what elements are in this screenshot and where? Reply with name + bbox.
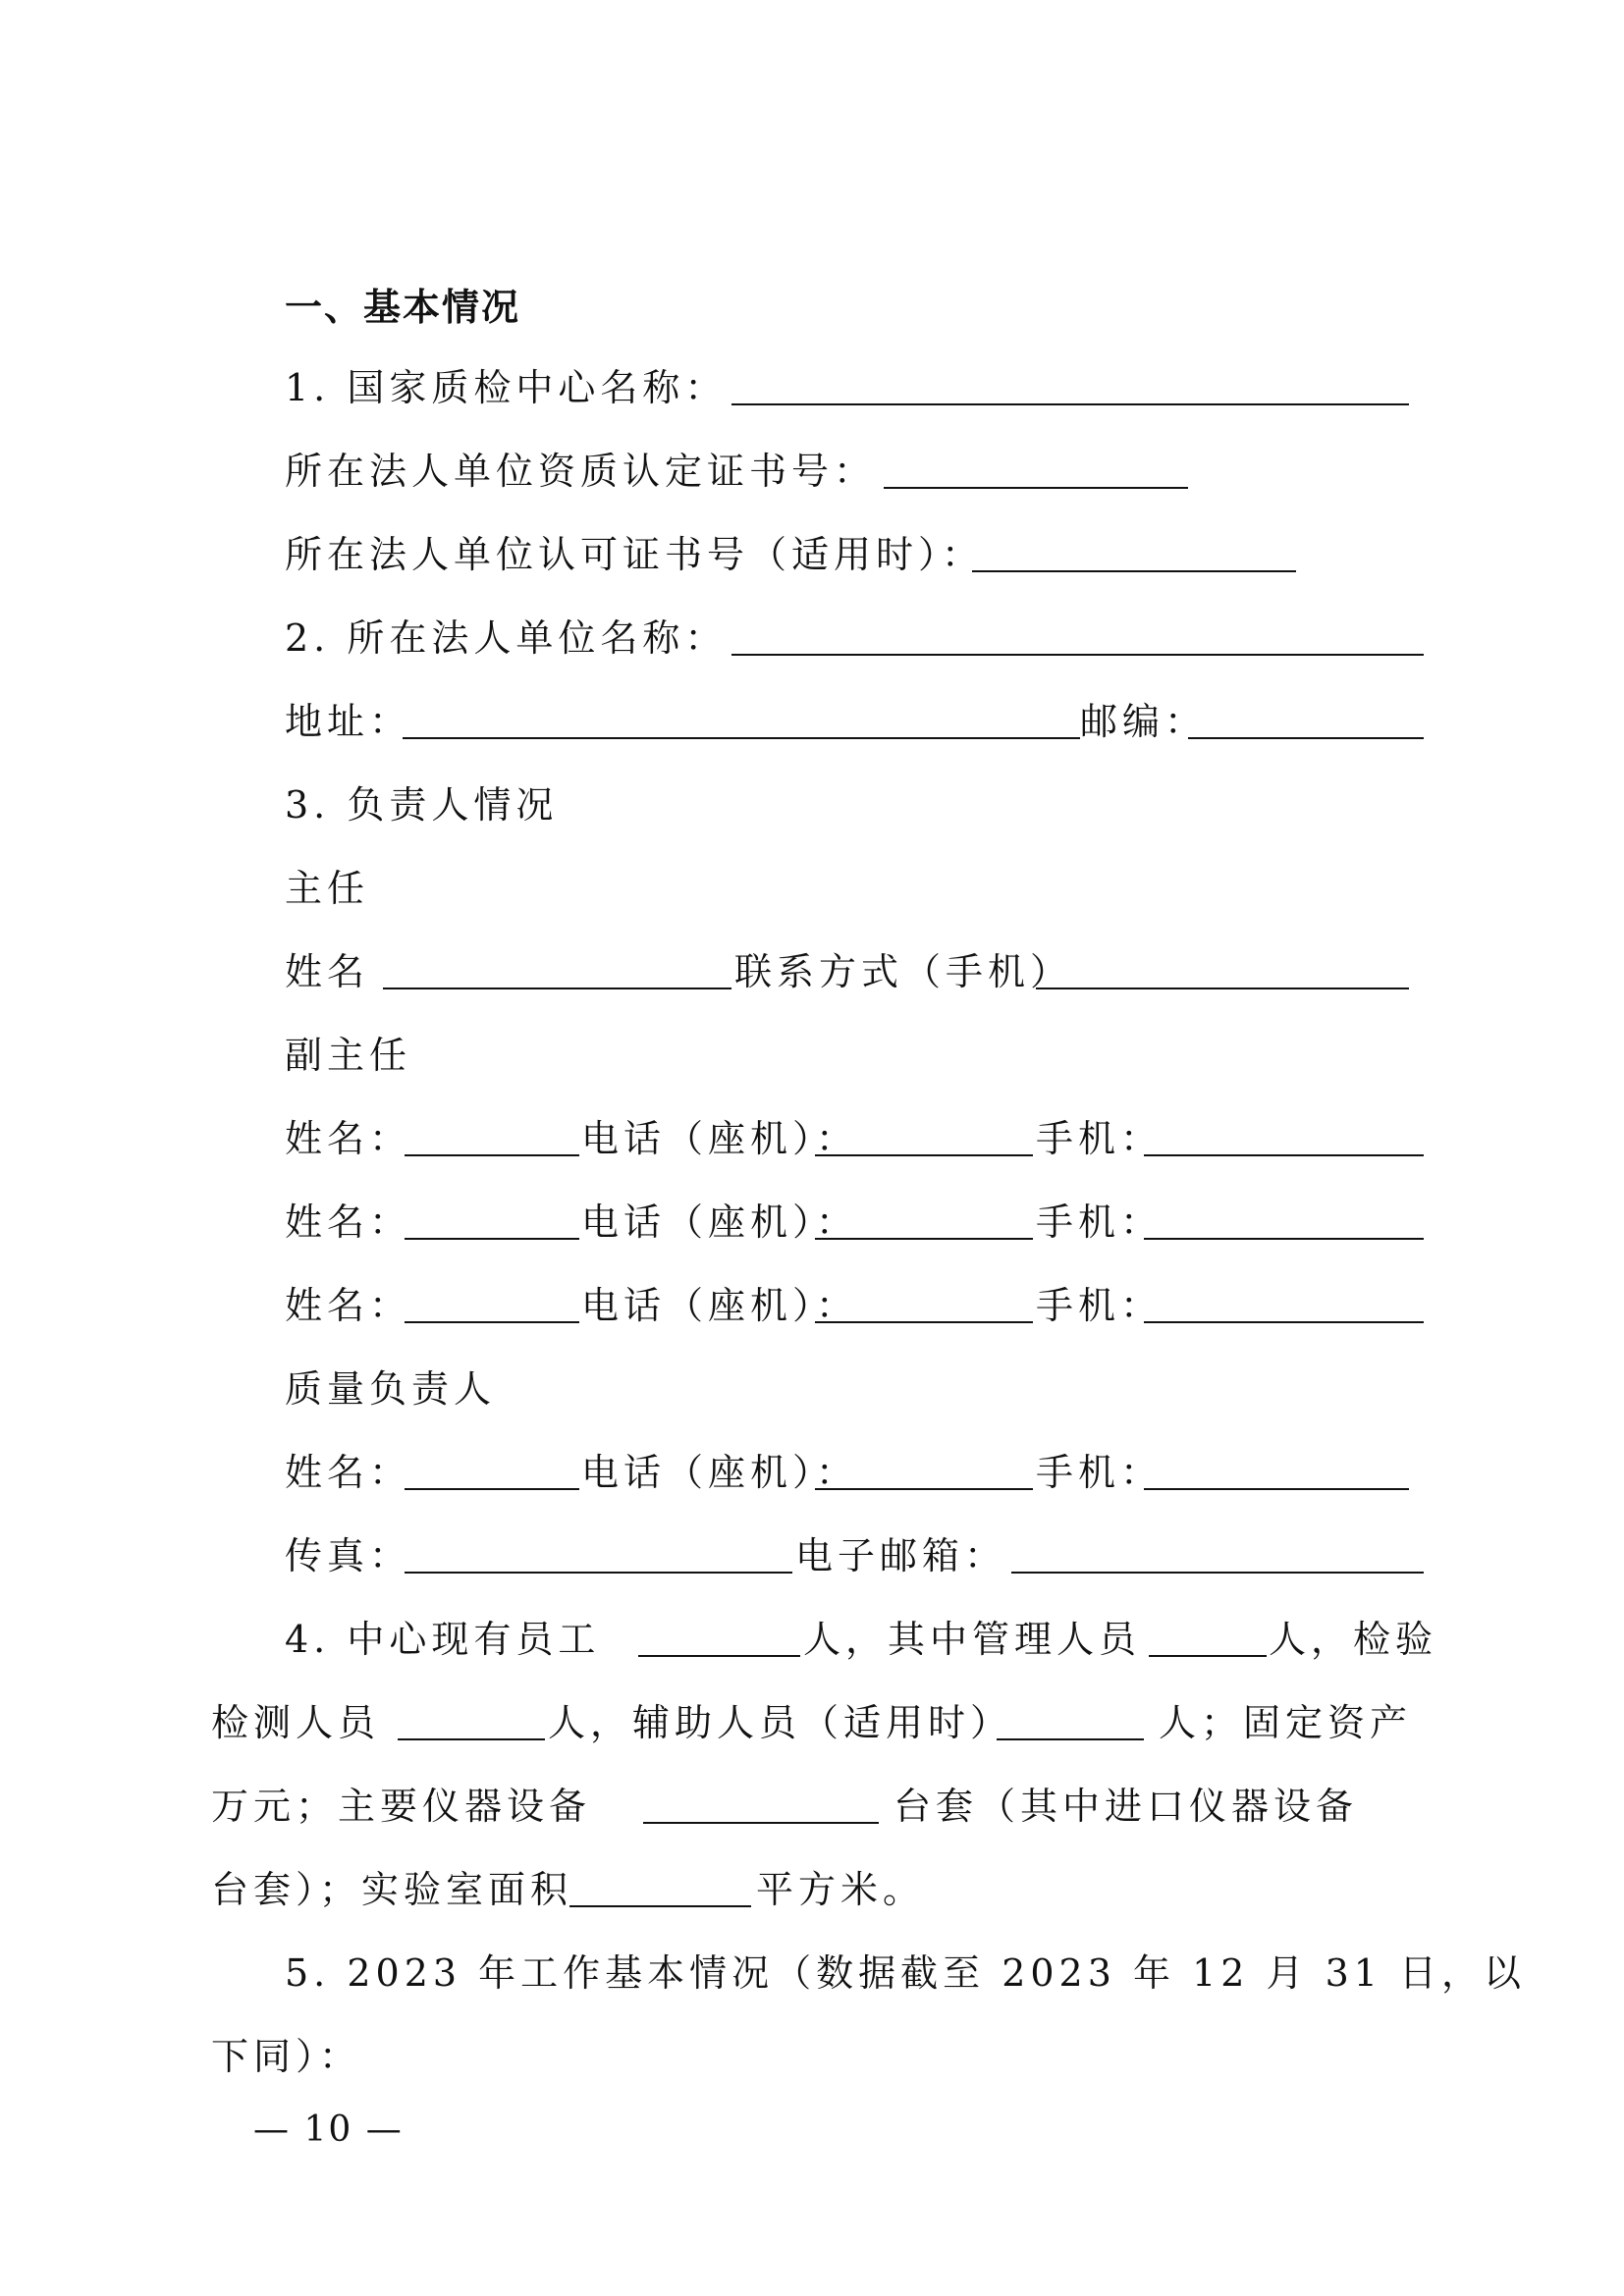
deputy3-phone-blank[interactable]: [815, 1320, 1033, 1323]
deputy-heading: 副主任: [285, 1034, 412, 1077]
work-summary-line2: 下同）：: [211, 2035, 362, 2078]
mgmt-blank[interactable]: [1149, 1654, 1267, 1657]
mgmt-label: 人，其中管理人员: [803, 1618, 1142, 1661]
deputy3-phone-label: 电话（座机）：: [581, 1284, 859, 1327]
address-blank[interactable]: [403, 736, 1080, 739]
quality-phone-label: 电话（座机）：: [581, 1451, 859, 1494]
quality-phone-blank[interactable]: [815, 1487, 1033, 1490]
work-summary-line1: 5. 2023 年工作基本情况（数据截至 2023 年 12 月 31 日，以: [285, 1951, 1527, 1995]
testers-label: 检测人员: [211, 1701, 381, 1744]
deputy1-name-blank[interactable]: [405, 1153, 579, 1156]
inspect-label: 人，检验: [1269, 1618, 1438, 1661]
fax-label: 传真：: [285, 1534, 412, 1577]
quality-name-blank[interactable]: [405, 1487, 579, 1490]
aux-blank[interactable]: [997, 1737, 1144, 1740]
center-name-blank[interactable]: [731, 402, 1409, 405]
deputy1-name-label: 姓名：: [285, 1117, 412, 1160]
postcode-label: 邮编：: [1080, 700, 1208, 743]
lab-area-blank[interactable]: [569, 1904, 751, 1907]
aux-label: 人，辅助人员（适用时）: [548, 1701, 1013, 1744]
qual-cert-blank[interactable]: [884, 486, 1188, 489]
accredit-cert-blank[interactable]: [972, 569, 1296, 572]
page-number: — 10 —: [253, 2109, 404, 2150]
deputy2-phone-label: 电话（座机）：: [581, 1201, 859, 1244]
unit-name-label: 2. 所在法人单位名称：: [285, 616, 728, 660]
director-heading: 主任: [285, 867, 370, 910]
director-contact-label: 联系方式（手机）: [734, 950, 1073, 993]
address-label: 地址：: [285, 700, 412, 743]
quality-heading: 质量负责人: [285, 1367, 497, 1411]
deputy3-name-blank[interactable]: [405, 1320, 579, 1323]
director-contact-blank[interactable]: [1036, 987, 1409, 989]
deputy2-name-blank[interactable]: [405, 1237, 579, 1240]
deputy2-mobile-blank[interactable]: [1144, 1237, 1424, 1240]
deputy1-phone-blank[interactable]: [815, 1153, 1033, 1156]
unit-name-blank[interactable]: [731, 653, 1424, 656]
staff-blank[interactable]: [638, 1654, 800, 1657]
equipment-label: 万元；主要仪器设备: [211, 1785, 592, 1828]
director-name-blank[interactable]: [383, 987, 731, 989]
postcode-blank[interactable]: [1188, 736, 1424, 739]
deputy3-name-label: 姓名：: [285, 1284, 412, 1327]
deputy2-mobile-label: 手机：: [1036, 1201, 1164, 1244]
lab-area-label: 台套）；实验室面积: [211, 1868, 573, 1911]
testers-blank[interactable]: [398, 1737, 545, 1740]
staff-label: 4. 中心现有员工: [285, 1618, 601, 1661]
quality-mobile-blank[interactable]: [1144, 1487, 1409, 1490]
deputy3-mobile-blank[interactable]: [1144, 1320, 1424, 1323]
deputy2-phone-blank[interactable]: [815, 1237, 1033, 1240]
deputy2-name-label: 姓名：: [285, 1201, 412, 1244]
center-name-label: 1. 国家质检中心名称：: [285, 366, 728, 409]
assets-label: 人；固定资产: [1159, 1701, 1413, 1744]
accredit-cert-label: 所在法人单位认可证书号（适用时）：: [285, 533, 985, 576]
section-title: 一、基本情况: [285, 286, 521, 329]
equipment-blank[interactable]: [643, 1821, 879, 1824]
quality-mobile-label: 手机：: [1036, 1451, 1164, 1494]
imported-label: 台套（其中进口仪器设备: [893, 1785, 1359, 1828]
sqm-label: 平方米。: [756, 1868, 926, 1911]
responsible-title: 3. 负责人情况: [285, 783, 559, 827]
email-label: 电子邮箱：: [795, 1534, 1007, 1577]
deputy1-mobile-blank[interactable]: [1144, 1153, 1424, 1156]
quality-name-label: 姓名：: [285, 1451, 412, 1494]
email-blank[interactable]: [1011, 1571, 1424, 1574]
fax-blank[interactable]: [405, 1571, 792, 1574]
deputy1-mobile-label: 手机：: [1036, 1117, 1164, 1160]
qual-cert-label: 所在法人单位资质认定证书号：: [285, 450, 877, 493]
deputy3-mobile-label: 手机：: [1036, 1284, 1164, 1327]
director-name-label: 姓名: [285, 950, 370, 993]
deputy1-phone-label: 电话（座机）：: [581, 1117, 859, 1160]
